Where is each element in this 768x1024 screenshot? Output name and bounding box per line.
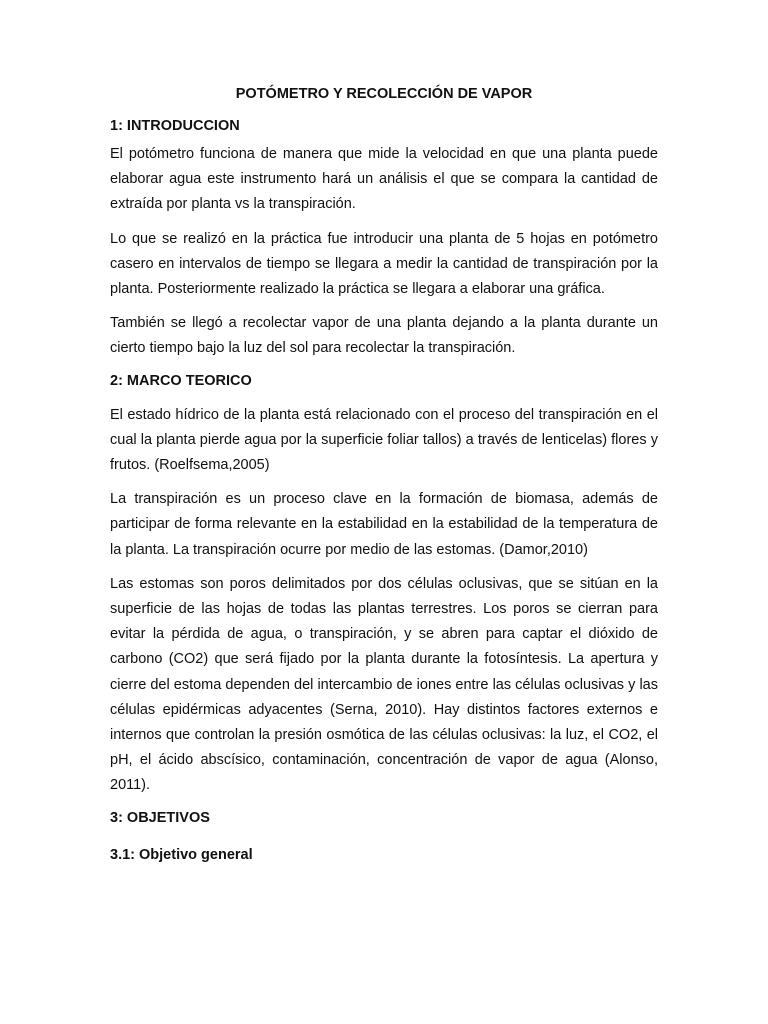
paragraph-intro-2: Lo que se realizó en la práctica fue introducir una planta de 5 hojas en potómetro casero en intervalos de tiempo se llegara a medir la cantidad de transpiración por la planta. Posteriormente realizado la práctica se llegara a elaborar una gráfica. bbox=[110, 230, 658, 298]
section-heading-objetivos: 3: OBJETIVOS bbox=[110, 809, 210, 826]
section-heading-marco-teorico: 2: MARCO TEORICO bbox=[110, 372, 252, 389]
document-page bbox=[110, 84, 658, 873]
subsection-heading-objetivo-general: 3.1: Objetivo general bbox=[110, 846, 253, 863]
paragraph-intro-1: El potómetro funciona de manera que mide la velocidad en que una planta puede elaborar agua este instrumento hará un análisis el que se compara la cantidad de extraída por planta vs la transpiración. bbox=[110, 146, 658, 213]
document-title: POTÓMETRO Y RECOLECCIÓN DE VAPOR bbox=[235, 86, 533, 102]
section-heading-introduccion: 1: INTRODUCCION bbox=[110, 118, 240, 134]
paragraph-marco-1: El estado hídrico de la planta está relacionado con el proceso del transpiración en el cual la planta pierde agua por la superficie foliar tallos) a través de lenticelas) flores y frutos. (Roelfsema,2005) bbox=[110, 406, 658, 474]
paragraph-marco-2: La transpiración es un proceso clave en la formación de biomasa, además de participar de forma relevante en la estabilidad en la estabilidad de la temperatura de la planta. La transpiración ocurre por medio de las estomas. (Damor,2010) bbox=[110, 491, 658, 558]
paragraph-marco-3: Las estomas son poros delimitados por dos células oclusivas, que se sitúan en la superficie de las hojas de todas las plantas terrestres. Los poros se cierran para evitar la pérdida de agua, o transpiración, y se abren para captar el dióxido de carbono (CO2) que será fijado por la planta durante la fotosíntesis. La apertura y cierre del estoma dependen del intercambio de iones entre las células oclusivas y las células epidérmicas adyacentes (Serna, 2010). Hay distintos factores externos e internos que controlan la presión osmótica de las células oclusivas: la luz, el CO2, el pH, el ácido abscísico, contaminación, concentración de vapor de agua (Alonso, 2011). bbox=[110, 575, 658, 794]
paragraph-intro-3: También se llegó a recolectar vapor de una planta dejando a la planta durante un cierto tiempo bajo la luz del sol para recolectar la transpiración. bbox=[110, 315, 658, 357]
